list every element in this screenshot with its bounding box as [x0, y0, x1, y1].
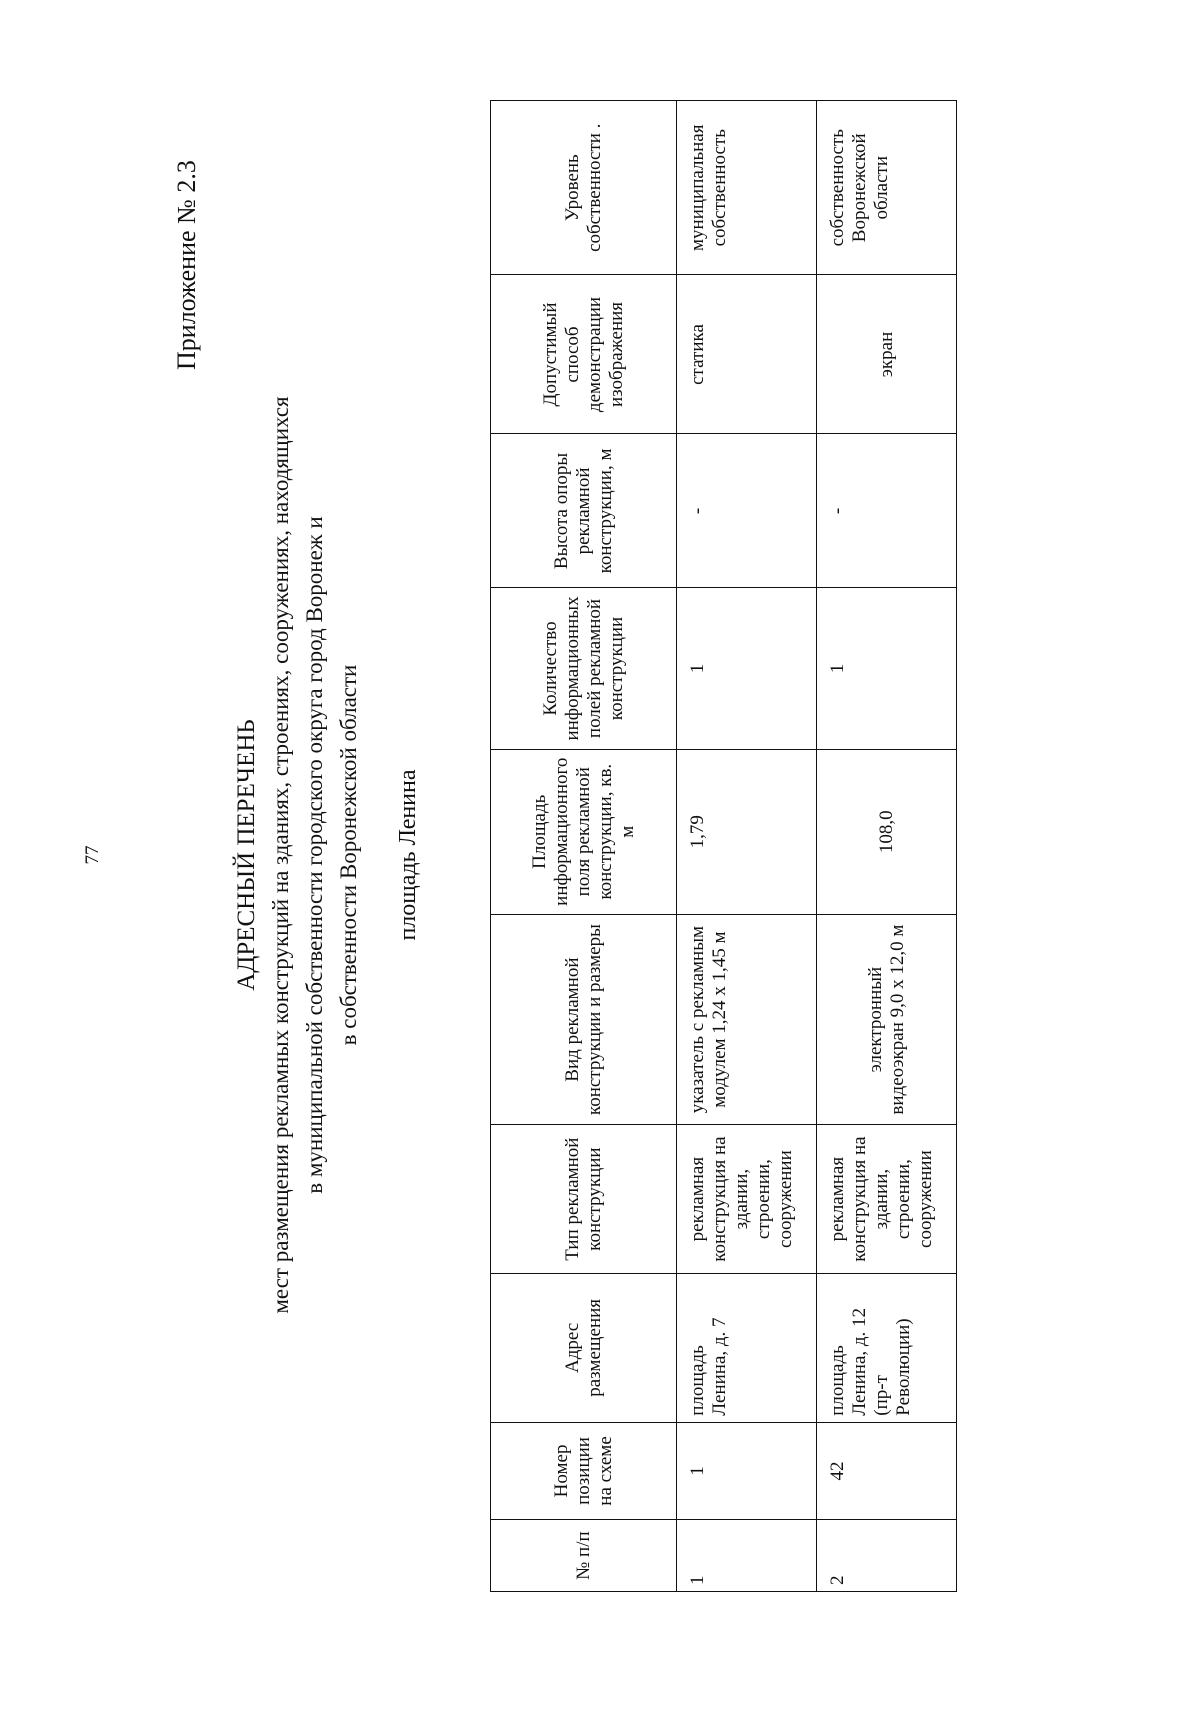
table-row — [677, 101, 817, 1592]
table-cell: 1 — [677, 1422, 817, 1519]
appendix-label: Приложение № 2.3 — [172, 160, 201, 370]
header-cell: Площадь информационного поля рекламной конструкции, кв. м — [491, 749, 677, 914]
table-cell: - — [817, 434, 957, 588]
table-cell: - — [677, 434, 817, 588]
table-cell: муниципальная собственность — [677, 101, 817, 275]
table-cell: 1,79 — [677, 749, 817, 914]
table-cell: указатель с рекламным модулем 1,24 х 1,45 м — [677, 914, 817, 1124]
table-cell: статика — [677, 275, 817, 434]
table-header-row — [491, 101, 677, 1592]
header-cell: Тип рекламной конструкции — [491, 1125, 677, 1274]
table-cell: 2 — [817, 1520, 957, 1592]
subtitle-line: в муниципальной собственности городского округа город Воронеж и — [302, 516, 327, 1194]
table-cell: 42 — [817, 1422, 957, 1519]
header-cell: Уровень собственности . — [491, 101, 677, 275]
table-cell: собственность Воронежской области — [817, 101, 957, 275]
table-cell: 1 — [677, 1520, 817, 1592]
page-number: 77 — [82, 845, 103, 865]
table-cell: 1 — [677, 588, 817, 749]
header-cell: Количество информационных полей рекламной конструкции — [491, 588, 677, 749]
table-cell: площадь Ленина, д. 7 — [677, 1273, 817, 1422]
header-cell: Номер позиции на схеме — [491, 1422, 677, 1519]
title-block — [230, 0, 366, 1710]
table-cell: 108,0 — [817, 749, 957, 914]
header-cell: Высота опоры рекламной конструкции, м — [491, 434, 677, 588]
table-cell: площадь Ленина, д. 12 (пр-т Революции) — [817, 1273, 957, 1422]
table-cell: электронный видеоэкран 9,0 х 12,0 м — [817, 914, 957, 1124]
document-title: АДРЕСНЫЙ ПЕРЕЧЕНЬ — [233, 719, 260, 991]
header-cell: Допустимый способ демонстрации изображения — [491, 275, 677, 434]
placement-table — [490, 100, 957, 1592]
table-cell: экран — [817, 275, 957, 434]
subtitle-line: мест размещения рекламных конструкций на зданиях, строениях, сооружениях, находящихся — [268, 396, 293, 1314]
table-cell: 1 — [817, 588, 957, 749]
location-heading: площадь Ленина — [395, 769, 421, 941]
header-cell: Адрес размещения — [491, 1273, 677, 1422]
header-cell: № п/п — [491, 1520, 677, 1592]
table-cell: рекламная конструкция на здании, строении, сооружении — [677, 1125, 817, 1274]
subtitle-line: в собственности Воронежской области — [336, 664, 361, 1046]
table-cell: рекламная конструкция на здании, строении, сооружении — [817, 1125, 957, 1274]
header-cell: Вид рекламной конструкции и размеры — [491, 914, 677, 1124]
table-row — [817, 101, 957, 1592]
